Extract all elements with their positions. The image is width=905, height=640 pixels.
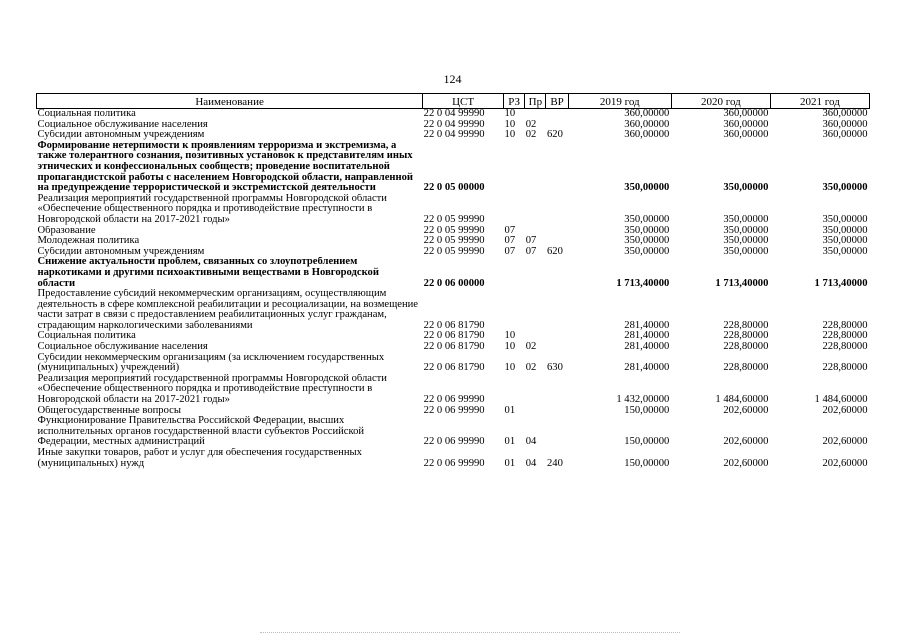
row-name: Социальная политика: [37, 331, 136, 342]
row-cst: 22 0 06 99990: [423, 457, 485, 469]
row-2019: 350,00000: [624, 225, 670, 236]
row-name: Формирование нетерпимости к проявлениям терроризма и экстремизма, а также толерантного сознания, позитивных установок к представителям иных этнических и конфессиональных сообществ; проведение воспитательной пропагандистской работы с населением Новгородской области, направленной на предупреждение террористической и экстремистской деятельности: [37, 140, 414, 194]
row-cst: 22 0 06 81790: [423, 319, 485, 331]
row-2019: 350,00000: [624, 236, 670, 247]
row-name: Иные закупки товаров, работ и услуг для обеспечения государственных (муниципальных) нужд: [37, 448, 362, 469]
row-2021: 350,00000: [822, 246, 868, 257]
row-rz: 07: [504, 225, 516, 236]
row-vr: 620: [546, 246, 563, 257]
row-2020: 1 713,40000: [715, 277, 769, 289]
row-name: Образование: [37, 225, 96, 236]
table-header-row: [37, 94, 870, 109]
row-2020: 350,00000: [723, 236, 769, 247]
row-name: Предоставление субсидий некоммерческим организациям, осуществляющим деятельность в сфере комплексной реабилитации и ресоциализации, на возмещение части затрат в связи с предоставлением реабилитационных услуг гражданам, страдающим наркологическими заболеваниями: [37, 289, 418, 331]
row-rz: 07: [504, 246, 516, 257]
row-2019: 150,00000: [624, 436, 670, 448]
row-2020: 202,60000: [723, 457, 769, 469]
row-name: Молодежная политика: [37, 236, 140, 247]
row-2020: 228,80000: [723, 342, 769, 353]
row-pr: 04: [525, 457, 537, 469]
table-row: [37, 289, 870, 331]
row-cst: 22 0 04 99990: [423, 130, 485, 141]
row-name: Реализация мероприятий государственной программы Новгородской области «Обеспечение общественного порядка и противодействие преступности в Новгородской области на 2017-2021 годы»: [37, 193, 387, 225]
row-vr: [546, 289, 568, 331]
row-2020: 350,00000: [723, 246, 769, 257]
row-2021: 202,60000: [822, 436, 868, 448]
header-vr: ВР: [546, 94, 568, 109]
row-cst: 22 0 05 99990: [423, 225, 485, 236]
row-2021: 350,00000: [822, 236, 868, 247]
row-rz: [504, 141, 525, 194]
row-2020: 360,00000: [723, 119, 769, 130]
row-2019: 360,00000: [624, 108, 670, 119]
row-2021: 1 484,60000: [814, 394, 868, 406]
row-vr: [546, 194, 568, 226]
row-vr: [546, 226, 568, 237]
row-2019: 360,00000: [624, 119, 670, 130]
row-name: Субсидии некоммерческим организациям (за исключением государственных (муниципальных) учреждений): [37, 352, 385, 374]
header-rz: РЗ: [504, 94, 525, 109]
table-row: [37, 342, 870, 353]
row-rz: 01: [504, 405, 516, 416]
row-vr: [546, 416, 568, 448]
row-pr: [525, 257, 546, 289]
row-name: Функционирование Правительства Российской Федерации, высших исполнительных органов государственной власти субъектов Российской Федерации, местных администраций: [37, 416, 365, 448]
row-vr: [546, 406, 568, 417]
row-rz: 10: [504, 331, 516, 342]
row-2021: 360,00000: [822, 119, 868, 130]
row-2019: 281,40000: [624, 362, 670, 374]
row-name: Снижение актуальности проблем, связанных со злоупотреблением наркотиками и другими психоактивными веществами в Новгородской области: [37, 257, 379, 289]
row-2020: 350,00000: [723, 225, 769, 236]
row-pr: 02: [525, 342, 537, 353]
row-2021: 228,80000: [822, 362, 868, 374]
header-pr: Пр: [525, 94, 546, 109]
row-cst: 22 0 04 99990: [423, 119, 485, 130]
row-cst: 22 0 06 99990: [423, 394, 485, 406]
table-row: [37, 120, 870, 131]
scan-artifact-line: [260, 632, 680, 635]
row-2020: 360,00000: [723, 108, 769, 119]
row-pr: 02: [525, 119, 537, 130]
row-cst: 22 0 06 81790: [423, 331, 485, 342]
row-rz: 10: [504, 130, 516, 141]
row-name: Субсидии автономным учреждениям: [37, 130, 205, 141]
row-name: Социальное обслуживание населения: [37, 342, 208, 353]
row-2019: 281,40000: [624, 331, 670, 342]
row-2019: 1 432,00000: [616, 394, 670, 406]
table-row: [37, 331, 870, 342]
table-row: [37, 416, 870, 448]
row-rz: 07: [504, 236, 516, 247]
row-2021: 350,00000: [822, 225, 868, 236]
row-vr: [546, 236, 568, 247]
table-row: [37, 247, 870, 258]
header-2021: 2021 год: [770, 94, 869, 109]
row-2021: 350,00000: [822, 213, 868, 225]
row-pr: 02: [525, 130, 537, 141]
table-row: [37, 448, 870, 469]
table-row: [37, 109, 870, 120]
row-2021: 202,60000: [822, 457, 868, 469]
row-rz: 10: [504, 108, 516, 119]
row-rz: 10: [504, 362, 516, 374]
row-pr: [525, 289, 546, 331]
row-vr: [546, 331, 568, 342]
table-row: [37, 194, 870, 226]
budget-table: [36, 93, 870, 469]
row-cst: 22 0 06 99990: [423, 436, 485, 448]
row-rz: [504, 257, 525, 289]
row-rz: 01: [504, 457, 516, 469]
page-number: 124: [443, 72, 462, 86]
row-rz: 10: [504, 119, 516, 130]
row-name: Социальная политика: [37, 108, 136, 119]
row-2020: 228,80000: [723, 362, 769, 374]
row-2019: 350,00000: [624, 182, 670, 194]
row-vr: 630: [546, 362, 563, 374]
row-2020: 202,60000: [723, 405, 769, 416]
row-vr: 620: [546, 130, 563, 141]
row-pr: 07: [525, 246, 537, 257]
row-2020: 228,80000: [723, 331, 769, 342]
row-vr: [546, 120, 568, 131]
table-row: [37, 257, 870, 289]
row-vr: [546, 109, 568, 120]
row-cst: 22 0 05 00000: [423, 182, 485, 194]
row-rz: [504, 289, 525, 331]
row-pr: [525, 109, 546, 120]
row-2021: 202,60000: [822, 405, 868, 416]
row-2019: 350,00000: [624, 213, 670, 225]
row-2019: 150,00000: [624, 405, 670, 416]
row-name: Социальное обслуживание населения: [37, 119, 208, 130]
row-2021: 360,00000: [822, 108, 868, 119]
row-cst: 22 0 06 81790: [423, 362, 485, 374]
row-2019: 281,40000: [624, 342, 670, 353]
table-row: [37, 374, 870, 406]
row-pr: [525, 331, 546, 342]
row-rz: [504, 374, 525, 406]
row-2019: 150,00000: [624, 457, 670, 469]
row-cst: 22 0 06 99990: [423, 405, 485, 416]
row-2020: 350,00000: [723, 182, 769, 194]
row-2021: 360,00000: [822, 130, 868, 141]
row-2021: 228,80000: [822, 319, 868, 331]
header-cst: ЦСТ: [423, 94, 504, 109]
row-name: Реализация мероприятий государственной программы Новгородской области «Обеспечение общественного порядка и противодействие преступности в Новгородской области на 2017-2021 годы»: [37, 373, 387, 406]
row-rz: [504, 194, 525, 226]
table-row: [37, 130, 870, 141]
row-pr: [525, 374, 546, 406]
row-name: Субсидии автономным учреждениям: [37, 246, 205, 257]
row-vr: [546, 374, 568, 406]
row-pr: [525, 406, 546, 417]
row-rz: 01: [504, 436, 516, 448]
row-cst: 22 0 04 99990: [423, 108, 485, 119]
row-2020: 228,80000: [723, 319, 769, 331]
row-pr: 07: [525, 236, 537, 247]
row-2019: 360,00000: [624, 130, 670, 141]
table-row: [37, 226, 870, 237]
row-2020: 360,00000: [723, 130, 769, 141]
table-row: [37, 406, 870, 417]
header-2019: 2019 год: [568, 94, 671, 109]
row-vr: [546, 141, 568, 194]
row-cst: 22 0 05 99990: [423, 213, 485, 225]
row-name: Общегосударственные вопросы: [37, 405, 181, 416]
row-2019: 281,40000: [624, 319, 670, 331]
row-vr: [546, 342, 568, 353]
table-row: [37, 236, 870, 247]
row-pr: 02: [525, 362, 537, 374]
row-pr: [525, 141, 546, 194]
table-row: [37, 353, 870, 374]
row-2021: 1 713,40000: [814, 277, 868, 289]
row-pr: [525, 226, 546, 237]
header-name: Наименование: [37, 94, 423, 109]
row-2021: 228,80000: [822, 342, 868, 353]
row-pr: [525, 194, 546, 226]
row-2020: 202,60000: [723, 436, 769, 448]
row-2020: 350,00000: [723, 213, 769, 225]
header-2020: 2020 год: [671, 94, 770, 109]
row-vr: 240: [546, 457, 563, 469]
row-2019: 350,00000: [624, 246, 670, 257]
row-pr: 04: [525, 436, 537, 448]
row-2021: 228,80000: [822, 331, 868, 342]
row-vr: [546, 257, 568, 289]
row-2019: 1 713,40000: [616, 277, 670, 289]
row-rz: 10: [504, 342, 516, 353]
table-row: [37, 141, 870, 194]
row-2021: 350,00000: [822, 182, 868, 194]
row-cst: 22 0 05 99990: [423, 236, 485, 247]
row-cst: 22 0 06 81790: [423, 342, 485, 353]
row-cst: 22 0 05 99990: [423, 246, 485, 257]
row-2020: 1 484,60000: [715, 394, 769, 406]
row-cst: 22 0 06 00000: [423, 277, 485, 289]
